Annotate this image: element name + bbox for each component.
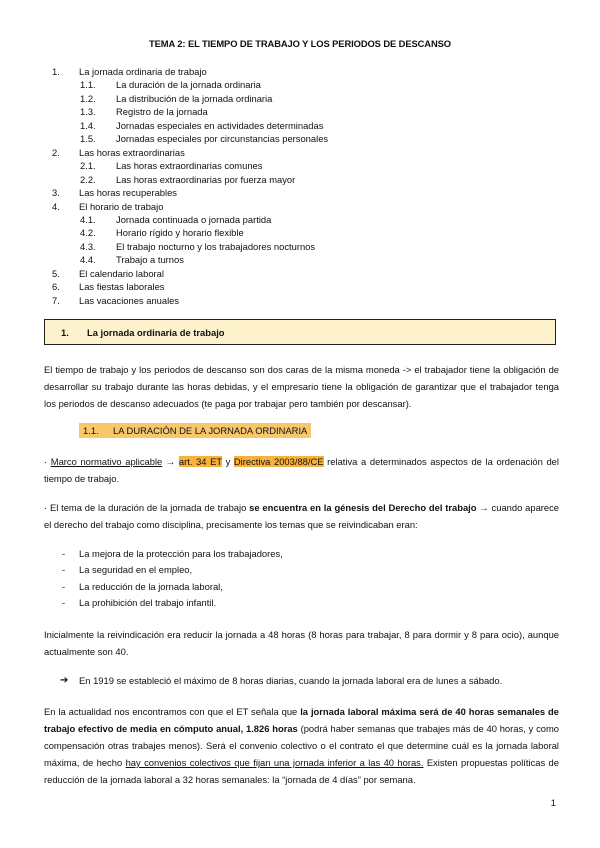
toc-item-text: La duración de la jornada ordinaria <box>116 79 261 91</box>
toc-item-text: El trabajo nocturno y los trabajadores nocturnos <box>116 240 316 252</box>
toc-item-number: 1.5. <box>80 133 96 145</box>
ref-directiva: Directiva 2003/88/CE <box>233 456 324 467</box>
toc-item-text: Las fiestas laborales <box>79 281 165 293</box>
toc-item-text: Jornadas especiales por circunstancias personales <box>116 133 329 145</box>
toc-item-number: 3. <box>52 187 60 199</box>
toc-item-text: Horario rígido y horario flexible <box>116 227 244 239</box>
bullet-text: La mejora de la protección para los trabajadores, <box>79 548 283 559</box>
toc-item-number: 2.1. <box>80 160 96 172</box>
bullet-dash: - <box>62 548 66 559</box>
bullet-dash: - <box>62 564 66 576</box>
bullet-text: La seguridad en el empleo, <box>79 564 193 576</box>
intro-paragraph: El tiempo de trabajo y los periodos de descanso son dos caras de la misma moneda -> el trabajador tiene la obligación de desarrollar su trabajo durante las horas debidas, y el empresario tiene la obligación de garantizar que el trabajador tenga los periodos de descanso adecuados (te paga por trabajar pero también por descansar). <box>44 364 559 409</box>
toc-item-text: Las horas extraordinarias por fuerza mayor <box>116 173 296 185</box>
bullet-text: La reducción de la jornada laboral, <box>79 580 223 592</box>
marco-and: y <box>221 456 234 467</box>
bullet-dash: - <box>62 596 66 608</box>
toc-item-number: 5. <box>52 267 60 279</box>
right-arrow-icon: ➔ <box>60 675 69 686</box>
final-bold: la jornada laboral máxima será de 40 horas semanales de trabajo efectivo de media en cómputo anual, 1.826 horas <box>44 706 560 734</box>
toc-item-number: 1.2. <box>80 92 96 104</box>
final-underline: hay convenios colectivos que fijan una jornada inferior a las 40 horas. <box>125 757 424 768</box>
toc-item-number: 1.1. <box>80 79 96 91</box>
subsection-number: 1.1. <box>83 425 99 436</box>
toc-item-text: El calendario laboral <box>79 267 164 279</box>
bullet-dash: - <box>62 580 66 592</box>
toc-item-number: 7. <box>52 294 60 306</box>
marco-link[interactable]: Marco normativo aplicable <box>50 456 163 467</box>
genesis-prefix: · El tema de la duración de la jornada de trabajo <box>44 502 250 513</box>
toc-item-number: 1. <box>52 66 60 77</box>
final-p1: En la actualidad nos encontramos con que el ET señala que <box>44 706 301 717</box>
toc-item-number: 1.3. <box>80 106 96 118</box>
toc-item-number: 4.4. <box>80 254 96 266</box>
toc-item-text: Las horas recuperables <box>79 187 177 199</box>
subsection-title: LA DURACIÓN DE LA JORNADA ORDINARIA <box>113 425 308 436</box>
marco-rest: relativa a determinados aspectos de la ordenación del tiempo de trabajo. <box>44 456 559 484</box>
page-number: 1 <box>550 797 556 808</box>
genesis-bold: se encuentra en la génesis del Derecho del trabajo <box>249 502 477 513</box>
toc-item-number: 1.4. <box>80 119 96 131</box>
section-number: 1. <box>61 327 69 338</box>
final-p2: (podrá haber semanas que trabajes más de 40 horas, y como compensación otras trabajes menos). Será el convenio colectivo o el contrato el que determine cuál es la jornada laboral máxima, de hecho <box>44 723 559 768</box>
final-paragraph <box>44 703 559 788</box>
toc-item-number: 4.1. <box>80 213 96 225</box>
toc-item-text: El horario de trabajo <box>79 200 164 212</box>
reivindicacion-paragraph: Inicialmente la reivindicación era reducir la jornada a 48 horas (8 horas para trabajar, 8 para dormir y 8 para ocio), aunque actualmente son 40. <box>44 629 559 657</box>
arrow-note-text: En 1919 se estableció el máximo de 8 horas diarias, cuando la jornada laboral era de lunes a sábado. <box>79 675 503 686</box>
toc-item-text: Jornada continuada o jornada partida <box>116 213 272 225</box>
marco-paragraph <box>44 453 559 487</box>
toc-item-text: La distribución de la jornada ordinaria <box>116 92 273 104</box>
toc-item-text: La jornada ordinaria de trabajo <box>79 66 207 77</box>
toc-item-text: Las horas extraordinarias comunes <box>116 160 263 172</box>
toc-item-number: 6. <box>52 281 60 293</box>
toc-item-number: 2. <box>52 146 60 158</box>
toc-item-text: Las horas extraordinarias <box>79 146 185 158</box>
marco-arrow: → <box>162 456 179 467</box>
genesis-rest: → cuando aparece el derecho del trabajo como disciplina, precisamente los temas que se reivindicaban eran: <box>44 502 560 530</box>
marco-prefix: · <box>44 456 51 467</box>
toc-item-text: Jornadas especiales en actividades determinadas <box>116 119 324 131</box>
toc-item-number: 4.2. <box>80 227 96 239</box>
subsection-heading <box>79 423 311 438</box>
toc-item-number: 4. <box>52 200 60 212</box>
ref-art34: art. 34 ET <box>178 456 222 467</box>
section-heading-box <box>44 319 556 345</box>
toc-item-text: Registro de la jornada <box>116 106 208 118</box>
bullet-text: La prohibición del trabajo infantil. <box>79 596 217 608</box>
toc-item-text: Las vacaciones anuales <box>79 294 180 306</box>
toc-item-number: 2.2. <box>80 173 96 185</box>
toc-item-number: 4.3. <box>80 240 96 252</box>
toc-item-text: Trabajo a turnos <box>116 254 184 266</box>
genesis-paragraph <box>44 499 559 533</box>
document-title: TEMA 2: EL TIEMPO DE TRABAJO Y LOS PERIODOS DE DESCANSO <box>148 38 451 49</box>
section-title: La jornada ordinaria de trabajo <box>87 327 225 338</box>
final-p3: Existen propuestas políticas de reducción de la jornada laboral a 32 horas semanales: la “jornada de 4 días” por semana. <box>44 757 559 785</box>
